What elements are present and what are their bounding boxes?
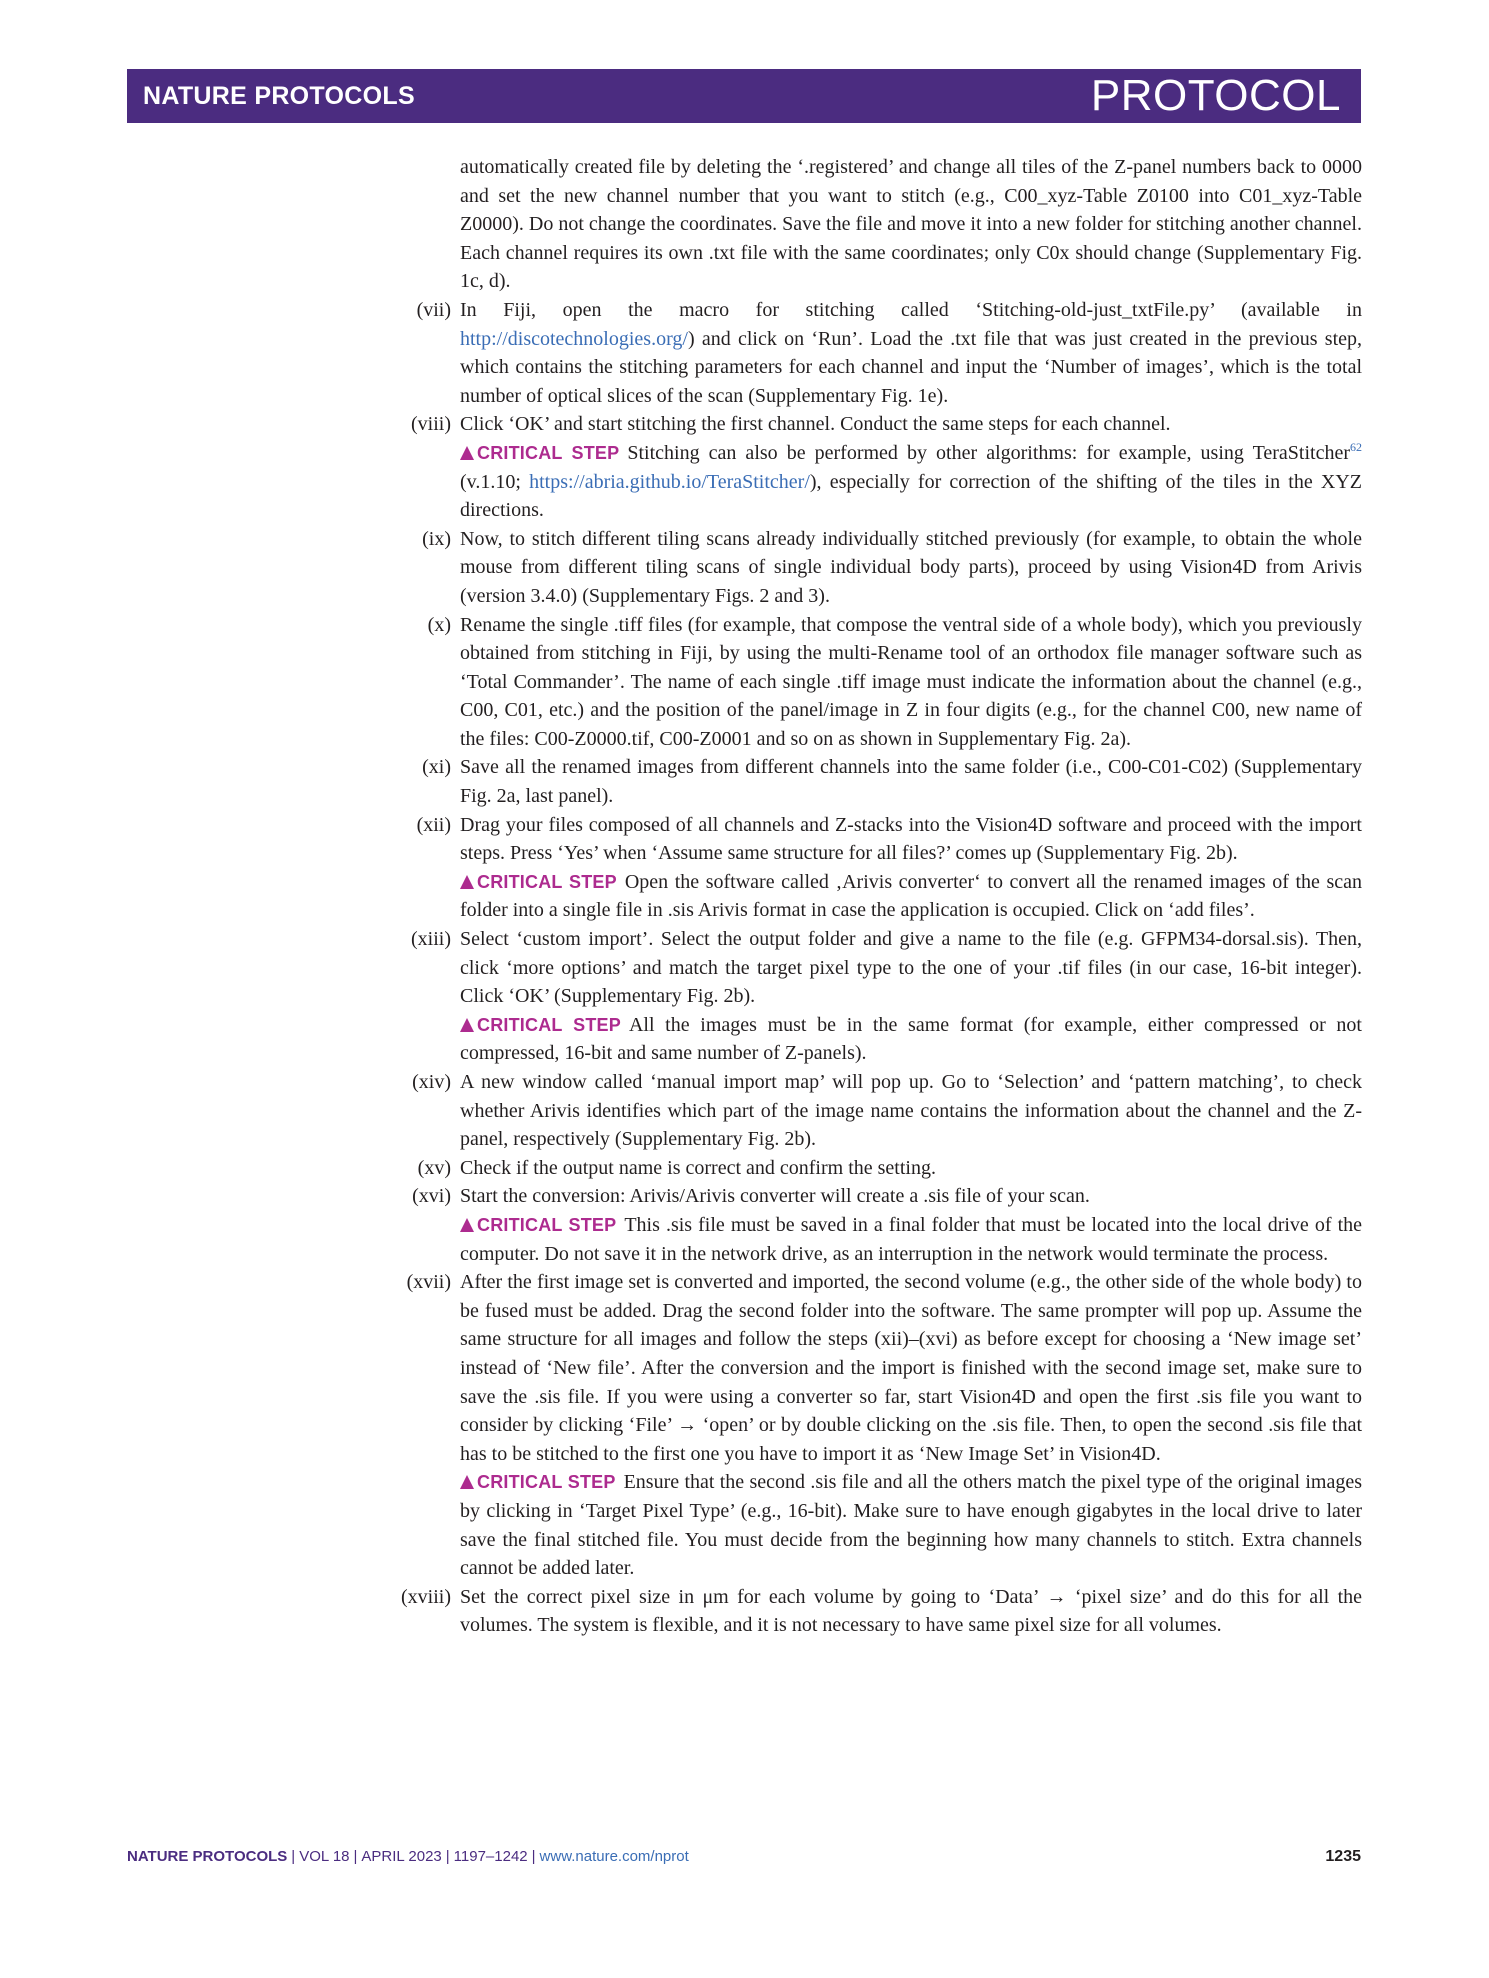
step-xv: (xv) Check if the output name is correct and confirm the setting. — [460, 1154, 1362, 1183]
step-xiv: (xiv) A new window called ‘manual import map’ will pop up. Go to ‘Selection’ and ‘pattern matching’, to check whether Arivis identifies which part of the image name contains the information about the channel and the Z-panel, respectively (Supplementary Fig. 2b). — [460, 1068, 1362, 1154]
terastitcher-link[interactable]: https://abria.github.io/TeraStitcher/ — [529, 470, 810, 493]
disco-link[interactable]: http://discotechnologies.org/ — [460, 327, 688, 350]
step-number: (viii) — [411, 413, 451, 436]
footer-volume: VOL 18 — [299, 1848, 350, 1865]
reference-62[interactable]: 62 — [1350, 439, 1363, 454]
critical-step: CRITICAL STEP Stitching can also be performed by other algorithms: for example, using TeraStitcher$^{62}$ (v.1.10; https://abria.github.io/TeraStitcher/), especially for correction of the shifting of the tiles in the XYZ directions. — [460, 439, 1363, 522]
critical-step-label: CRITICAL STEP — [460, 1215, 616, 1235]
page-footer: NATURE PROTOCOLS | VOL 18 | APRIL 2023 | 1197–1242 | www.nature.com/nprot 1235 — [127, 1848, 1361, 1865]
step-xvi: (xvi) Start the conversion: Arivis/Arivis converter will create a .sis file of your scan. — [460, 1182, 1362, 1211]
critical-step: CRITICAL STEP All the images must be in the same format (for example, either compressed or not compressed, 16-bit and same number of Z-panels). — [460, 1013, 1362, 1065]
warning-triangle-icon — [460, 1018, 474, 1032]
step-number: (xi) — [422, 756, 451, 779]
critical-step: CRITICAL STEP Open the software called ‚Arivis converter‘ to convert all the renamed images of the scan folder into a single file in .sis Arivis format in case the application is occupied. Click on ‘add files’. — [460, 870, 1362, 922]
footer-date: APRIL 2023 — [361, 1848, 442, 1865]
step-xviii: (xviii) Set the correct pixel size in μm for each volume by going to ‘Data’ → ‘pixel size’ and do this for all the volumes. The system is flexible, and it is not necessary to have same pixel size for all volumes. — [460, 1583, 1362, 1640]
warning-triangle-icon — [460, 446, 474, 460]
footer-journal: NATURE PROTOCOLS — [127, 1848, 288, 1865]
warning-triangle-icon — [460, 875, 474, 889]
step-number: (vii) — [416, 298, 451, 321]
step-viii: (viii) Click ‘OK’ and start stitching the first channel. Conduct the same steps for each channel. — [460, 410, 1362, 439]
step-xii: (xii) Drag your files composed of all channels and Z-stacks into the Vision4D software and proceed with the import steps. Press ‘Yes’ when ‘Assume same structure for all files?’ comes up (Supplementary Fig. 2b). — [460, 811, 1362, 868]
step-number: (ix) — [422, 527, 451, 550]
step-number: (xvii) — [406, 1271, 451, 1294]
warning-triangle-icon — [460, 1475, 474, 1489]
article-body — [401, 153, 1363, 1640]
footer-pages: 1197–1242 — [453, 1848, 528, 1865]
page-number: 1235 — [1325, 1848, 1361, 1865]
section-label: PROTOCOL — [1090, 71, 1341, 120]
step-number: (x) — [427, 613, 451, 636]
critical-step: CRITICAL STEP This .sis file must be saved in a final folder that must be located into the local drive of the computer. Do not save it in the network drive, as an interruption in the network would terminate the process. — [460, 1213, 1363, 1265]
step-number: (xvi) — [412, 1185, 451, 1208]
critical-step-label: CRITICAL STEP — [460, 1472, 616, 1492]
step-number: (xii) — [416, 813, 451, 836]
continuation-paragraph: automatically created file by deleting the ‘.registered’ and change all tiles of the Z-panel numbers back to 0000 and set the new channel number that you want to stitch (e.g., C00_xyz-Table Z0100 into C01_xyz-Table Z0000). Do not change the coordinates. Save the file and move it into a new folder for stitching another channel. Each channel requires its own .txt file with the same coordinates; only C0x should change (Supplementary Fig. 1c, d). — [460, 156, 1362, 293]
critical-step-label: CRITICAL STEP — [460, 1015, 621, 1035]
step-xvii: (xvii) After the first image set is converted and imported, the second volume (e.g., the other side of the whole body) to be fused must be added. Drag the second folder into the software. The same prompter will pop up. Assume the same structure for all images and follow the steps (xii)–(xvi) as before except for choosing a ‘New image set’ instead of ‘New file’. After the conversion and the import is finished with the second image set, make sure to save the .sis file. If you were using a converter so far, start Vision4D and open the first .sis file you want to consider by clicking ‘File’ → ‘open’ or by double clicking on the .sis file. Then, to open the second .sis file that has to be stitched to the first one you have to import it as ‘New Image Set’ in Vision4D. — [460, 1268, 1362, 1468]
step-number: (xv) — [417, 1156, 451, 1179]
step-x: (x) Rename the single .tiff files (for example, that compose the ventral side of a whole body), which you previously obtained from stitching in Fiji, by using the multi-Rename tool of an orthodox file manager software such as ‘Total Commander’. The name of each single .tiff image must indicate the information about the channel (e.g., C00, C01, etc.) and the position of the panel/image in Z in four digits (e.g., for the channel C00, new name of the files: C00-Z0000.tif, C00-Z0001 and so on as shown in Supplementary Fig. 2a). — [460, 611, 1362, 754]
critical-step-label: CRITICAL STEP — [460, 872, 617, 892]
step-number: (xiv) — [412, 1071, 451, 1093]
journal-banner — [127, 69, 1361, 123]
step-ix: (ix) Now, to stitch different tiling scans already individually stitched previously (for example, to obtain the whole mouse from different tiling scans of single individual body parts), proceed by using Vision4D from Arivis (version 3.4.0) (Supplementary Figs. 2 and 3). — [460, 525, 1362, 611]
step-number: (xviii) — [401, 1585, 451, 1608]
footer-url[interactable]: www.nature.com/nprot — [539, 1848, 689, 1865]
critical-step: CRITICAL STEP Ensure that the second .sis file and all the others match the pixel type of the original images by clicking in ‘Target Pixel Type’ (e.g., 16-bit). Make sure to have enough gigabytes in the local drive to later save the final stitched file. You must decide from the beginning how many channels to stitch. Extra channels cannot be added later. — [460, 1471, 1363, 1580]
journal-name: NATURE PROTOCOLS — [143, 82, 415, 110]
critical-step-label: CRITICAL STEP — [460, 443, 619, 463]
warning-triangle-icon — [460, 1218, 474, 1232]
step-xi: (xi) Save all the renamed images from different channels into the same folder (i.e., C00-C01-C02) (Supplementary Fig. 2a, last panel). — [460, 753, 1362, 810]
step-xiii: (xiii) Select ‘custom import’. Select the output folder and give a name to the file (e.g. GFPM34-dorsal.sis). Then, click ‘more options’ and match the target pixel type to the one of your .tif files (in our case, 16-bit integer). Click ‘OK’ (Supplementary Fig. 2b). — [460, 925, 1362, 1011]
step-number: (xiii) — [411, 928, 451, 951]
step-vii: (vii) In Fiji, open the macro for stitching called ‘Stitching-old-just_txtFile.py’ (available in http://discotechnologies.org/) and click on ‘Run’. Load the .txt file that was just created in the previous step, which contains the stitching parameters for each channel and input the ‘Number of images’, which is the total number of optical slices of the scan (Supplementary Fig. 1e). — [460, 296, 1362, 410]
